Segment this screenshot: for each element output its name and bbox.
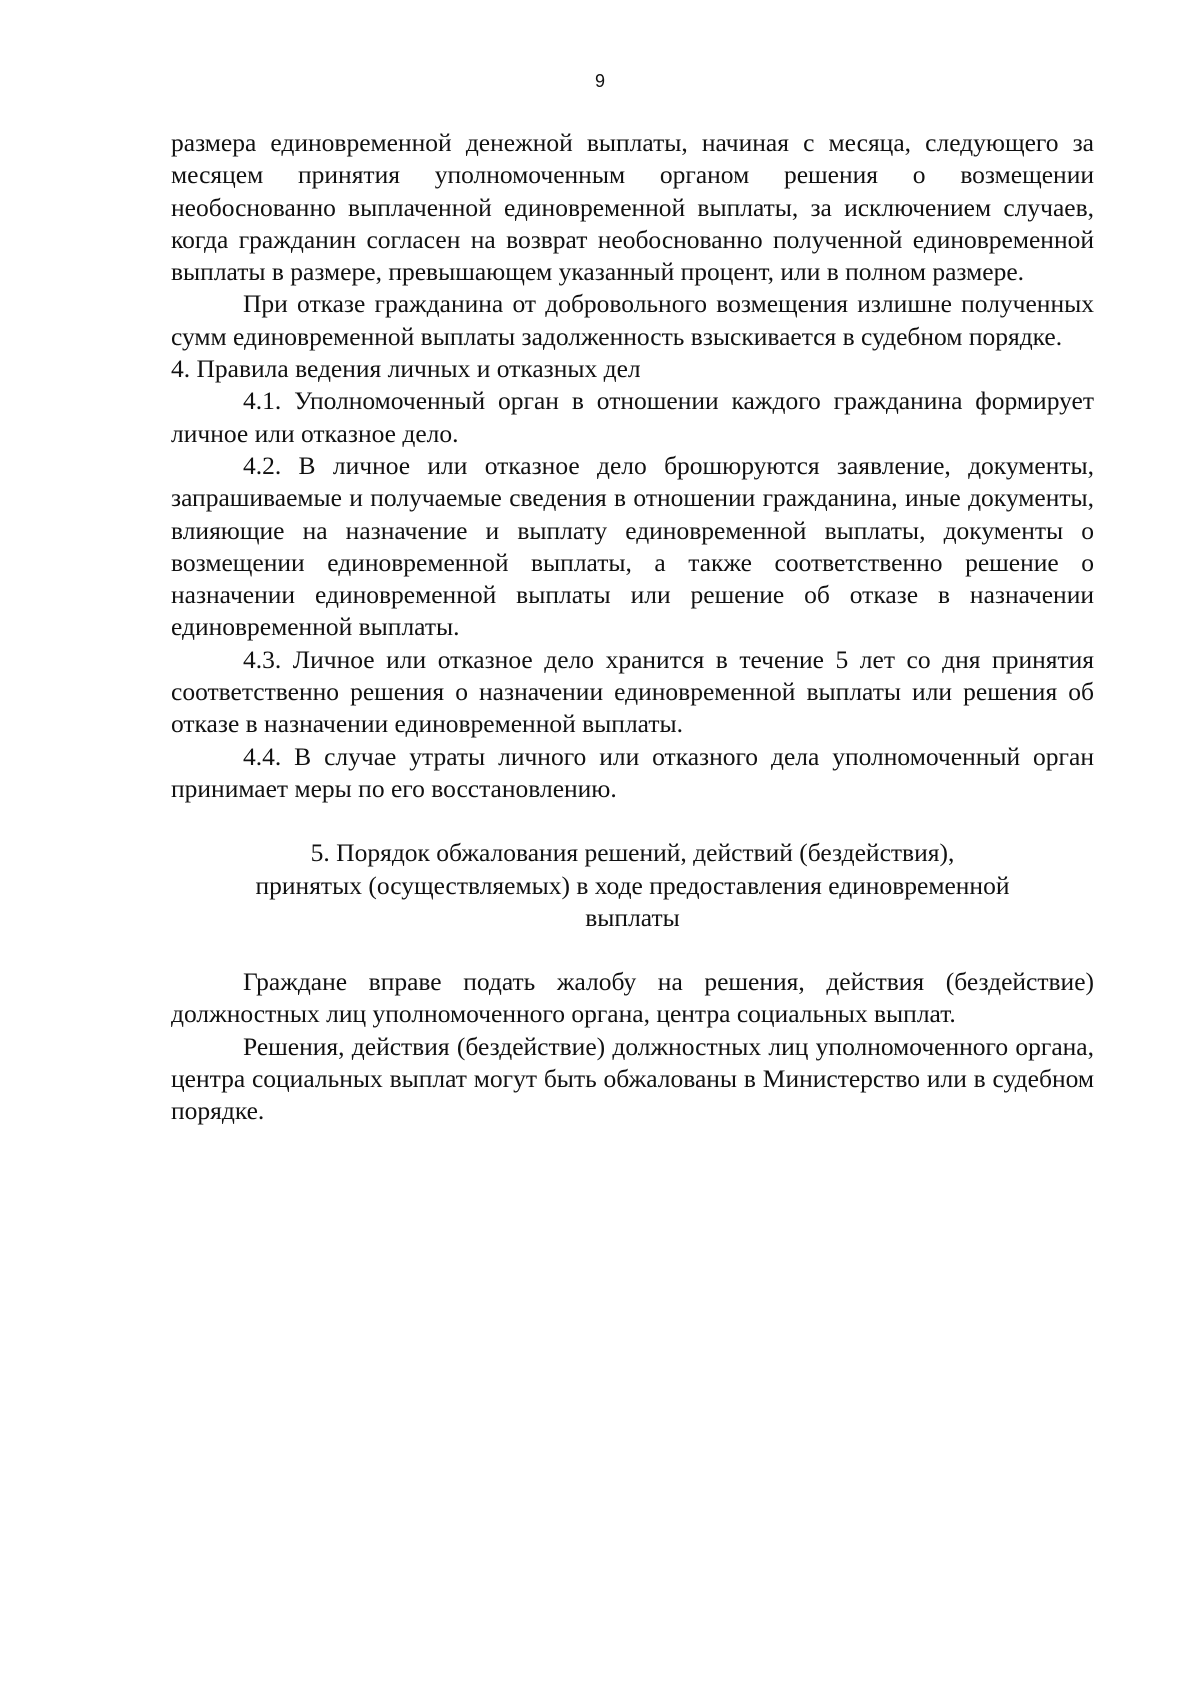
clause-4-4: 4.4. В случае утраты личного или отказного дела уполномоченный орган принимает меры по его восстановлению. — [171, 741, 1094, 803]
section-5-heading-line-1: 5. Порядок обжалования решений, действий (бездействия), — [310, 838, 955, 868]
paragraph-continuation: размера единовременной денежной выплаты, начиная с месяца, следующего за месяцем принятия уполномоченным органом решения о возмещении необоснованно выплаченной единовременной выплаты, за исключением случаев, когда гражданин согласен на возврат необоснованно полученной единовременной выплаты в размере, превышающем указанный процент, или в полном размере. — [171, 128, 1094, 287]
section-5-heading — [171, 837, 1094, 934]
clause-4-1: 4.1. Уполномоченный орган в отношении каждого гражданина формирует личное или отказное дело. — [171, 386, 1094, 448]
appeal-paragraph-2: Решения, действия (бездействие) должностных лиц уполномоченного органа, центра социальных выплат могут быть обжалованы в Министерство или в судебном порядке. — [171, 1031, 1094, 1126]
section-5-heading-line-3: выплаты — [585, 902, 680, 932]
page-number: 9 — [594, 71, 605, 91]
paragraph-refusal: При отказе гражданина от добровольного возмещения излишне полученных сумм единовременной выплаты задолженность взыскивается в судебном порядке. — [171, 289, 1094, 351]
clause-4-3: 4.3. Личное или отказное дело хранится в течение 5 лет со дня принятия соответственно решения о назначении единовременной выплаты или решения об отказе в назначении единовременной выплаты. — [171, 644, 1094, 739]
clause-4-2: 4.2. В личное или отказное дело брошюруются заявление, документы, запрашиваемые и получаемые сведения в отношении гражданина, иные документы, влияющие на назначение и выплату единовременной выплаты, документы о возмещении единовременной выплаты, а также соответственно решение о назначении единовременной выплаты или решение об отказе в назначении единовременной выплаты. — [171, 450, 1094, 642]
appeal-paragraph-1: Граждане вправе подать жалобу на решения, действия (бездействие) должностных лиц уполномоченного органа, центра социальных выплат. — [171, 967, 1094, 1029]
section-4-heading: 4. Правила ведения личных и отказных дел — [171, 354, 641, 384]
document-body — [171, 127, 1094, 1128]
section-5-heading-line-2: принятых (осуществляемых) в ходе предоставления единовременной — [255, 870, 1010, 900]
